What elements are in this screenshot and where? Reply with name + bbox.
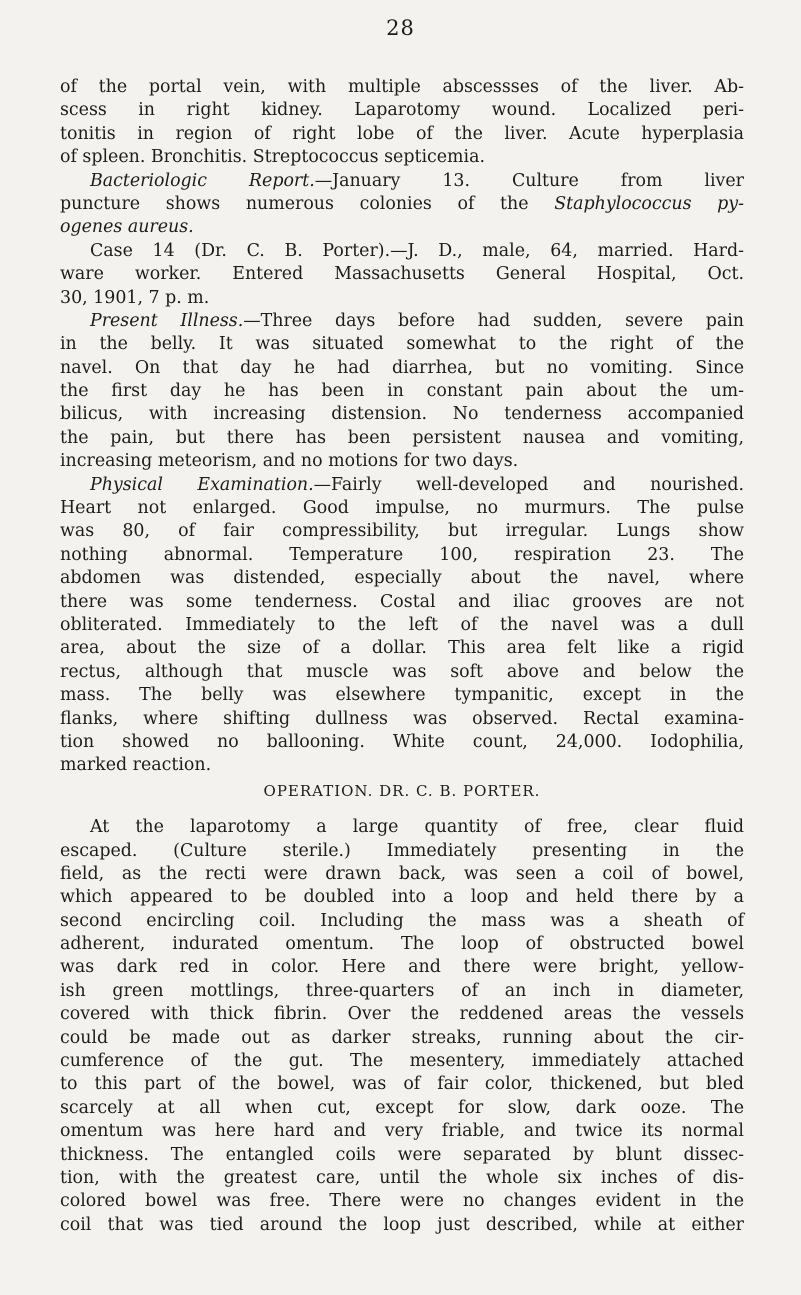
text-line: flanks, where shifting dullness was observed. Rectal examina-	[60, 708, 744, 729]
text-line: bilicus, with increasing distension. No tenderness accompanied	[60, 404, 744, 425]
text-line: thickness. The entangled coils were separated by blunt dissec-	[60, 1144, 744, 1165]
text-line: tion showed no ballooning. White count, 24,000. Iodophilia,	[60, 731, 744, 752]
text-line	[60, 474, 744, 497]
text-line: of the portal vein, with multiple abscessses of the liver. Ab-	[60, 77, 744, 97]
text-line: second encircling coil. Including the mass was a sheath of	[60, 910, 744, 931]
text-line: mass. The belly was elsewhere tympanitic, except in the	[60, 685, 744, 706]
text-line: scarcely at all when cut, except for slow, dark ooze. The	[60, 1097, 744, 1118]
text-line: there was some tenderness. Costal and iliac grooves are not	[60, 591, 744, 612]
text-line: nothing abnormal. Temperature 100, respiration 23. The	[60, 544, 744, 565]
italic-text: Physical Examination.	[90, 474, 314, 495]
text-line: to this part of the bowel, was of fair color, thickened, but bled	[60, 1074, 744, 1095]
text-line	[60, 193, 744, 216]
text-line: escaped. (Culture sterile.) Immediately presenting in the	[60, 840, 744, 861]
text-line: colored bowel was free. There were no changes evident in the	[60, 1191, 744, 1212]
text-line: scess in right kidney. Laparotomy wound. Localized peri-	[60, 100, 744, 121]
text-line: the first day he has been in constant pain about the um-	[60, 381, 744, 402]
text-line	[60, 170, 744, 193]
text-line	[60, 310, 744, 333]
text-line: omentum was here hard and very friable, and twice its normal	[60, 1121, 744, 1142]
text-line: Case 14 (Dr. C. B. Porter).—J. D., male, 64, married. Hard-	[90, 240, 744, 261]
text-line: increasing meteorism, and no motions for two days.	[60, 451, 519, 472]
text-line: ish green mottlings, three-quarters of an inch in diameter,	[60, 980, 744, 1001]
text-line: obliterated. Immediately to the left of the navel was a dull	[60, 614, 744, 635]
text-line: field, as the recti were drawn back, was seen a coil of bowel,	[60, 863, 744, 884]
text-span: puncture shows numerous colonies of the	[60, 193, 555, 214]
text-line: cumference of the gut. The mesentery, immediately attached	[60, 1051, 744, 1072]
italic-text: Staphylococcus py-	[554, 193, 744, 214]
text-span: —January 13. Culture from liver	[314, 170, 744, 191]
text-line: tonitis in region of right lobe of the liver. Acute hyperplasia	[60, 123, 744, 144]
text-line: 30, 1901, 7 p. m.	[60, 287, 210, 308]
text-line: rectus, although that muscle was soft above and below the	[60, 661, 744, 682]
section-heading: OPERATION. DR. C. B. PORTER.	[263, 781, 541, 800]
text-line: navel. On that day he had diarrhea, but no vomiting. Since	[60, 357, 744, 378]
text-line: coil that was tied around the loop just described, while at either	[60, 1214, 744, 1235]
text-line: adherent, indurated omentum. The loop of obstructed bowel	[60, 934, 744, 955]
text-line: tion, with the greatest care, until the whole six inches of dis-	[60, 1167, 744, 1188]
text-span: —Fairly well-developed and nourished.	[313, 474, 744, 495]
text-line: could be made out as darker streaks, running about the cir-	[60, 1027, 744, 1048]
text-line: the pain, but there has been persistent nausea and vomiting,	[60, 427, 744, 448]
text-line: ware worker. Entered Massachusetts General Hospital, Oct.	[60, 264, 744, 285]
italic-text: Present Illness.	[90, 310, 244, 331]
page-number: 28	[386, 16, 415, 40]
italic-text: Bacteriologic Report.	[90, 170, 315, 191]
text-line: was 80, of fair compressibility, but irregular. Lungs show	[60, 521, 744, 542]
text-line	[60, 216, 744, 239]
italic-text: ogenes aureus.	[60, 217, 194, 238]
text-line: Heart not enlarged. Good impulse, no murmurs. The pulse	[60, 498, 744, 519]
text-span: —Three days before had sudden, severe pain	[243, 310, 744, 331]
text-line: of spleen. Bronchitis. Streptococcus septicemia.	[60, 147, 486, 168]
text-line: in the belly. It was situated somewhat to the right of the	[60, 334, 744, 355]
text-line: which appeared to be doubled into a loop and held there by a	[60, 887, 744, 908]
text-line: At the laparotomy a large quantity of free, clear fluid	[90, 817, 744, 838]
body-text	[60, 76, 744, 1237]
text-line: was dark red in color. Here and there were bright, yellow-	[60, 957, 744, 978]
text-line: area, about the size of a dollar. This area felt like a rigid	[60, 638, 744, 659]
text-line: marked reaction.	[60, 755, 212, 776]
text-line: abdomen was distended, especially about the navel, where	[60, 568, 744, 589]
text-line: covered with thick fibrin. Over the reddened areas the vessels	[60, 1004, 744, 1025]
